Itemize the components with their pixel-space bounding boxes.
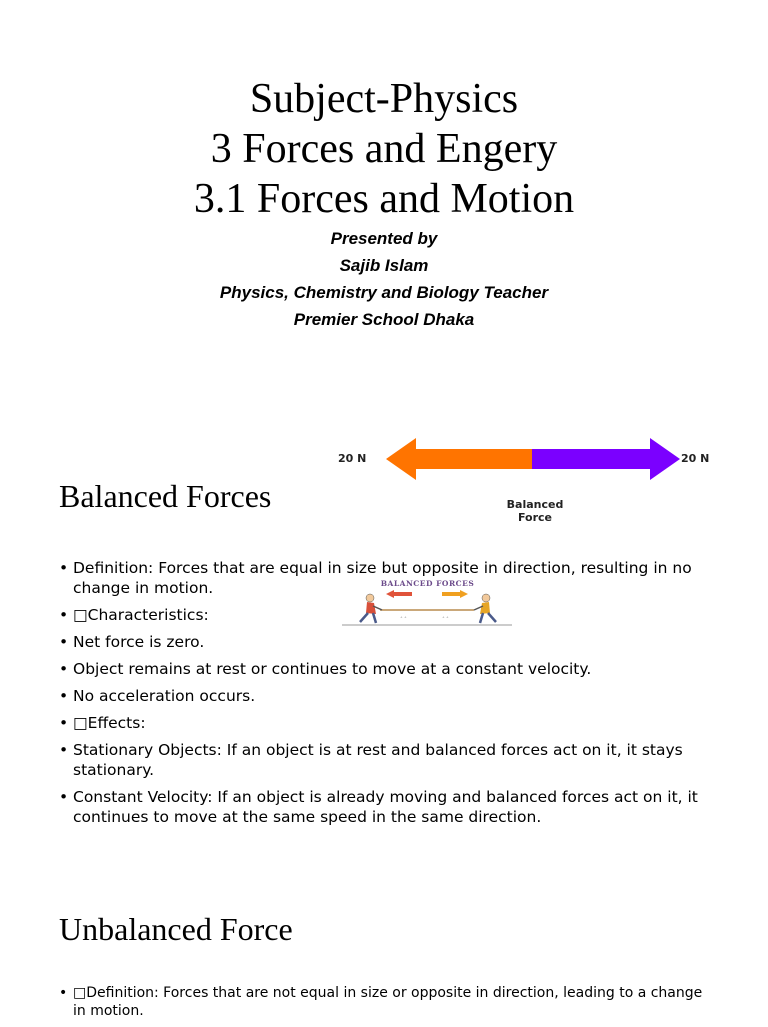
right-arrow bbox=[532, 438, 680, 480]
presenter-school: Premier School Dhaka bbox=[293, 310, 475, 329]
list-item: • Object remains at rest or continues to move at a constant velocity. bbox=[59, 659, 709, 679]
balanced-bullet-list bbox=[59, 558, 709, 834]
title-line-subject: Subject-Physics bbox=[249, 76, 519, 122]
arrow-caption bbox=[495, 498, 575, 524]
list-item: • Constant Velocity: If an object is already moving and balanced forces act on it, it continues to move at the same speed in the same direction. bbox=[59, 787, 709, 827]
unbalanced-bullet-list bbox=[59, 984, 709, 1027]
arrow-caption-line2: Force bbox=[517, 511, 553, 524]
right-force-label: 20 N bbox=[681, 452, 710, 465]
presented-by: Presented by bbox=[330, 229, 438, 248]
svg-text:⁺ ⁺: ⁺ ⁺ bbox=[400, 616, 407, 622]
list-item: • Net force is zero. bbox=[59, 632, 709, 652]
presenter-role: Physics, Chemistry and Biology Teacher bbox=[219, 283, 549, 302]
list-item: • No acceleration occurs. bbox=[59, 686, 709, 706]
list-item: • □Characteristics: bbox=[59, 605, 709, 625]
unbalanced-force-heading: Unbalanced Force bbox=[59, 911, 293, 947]
left-arrow bbox=[386, 438, 534, 480]
svg-text:⁺ ⁺: ⁺ ⁺ bbox=[442, 616, 449, 622]
list-item: • Definition: Forces that are equal in size but opposite in direction, resulting in no change in motion. bbox=[59, 558, 709, 598]
left-force-label: 20 N bbox=[338, 452, 367, 465]
illustration-banner: BALANCED FORCES bbox=[380, 579, 475, 588]
balanced-force-arrow bbox=[386, 436, 680, 482]
balanced-forces-heading: Balanced Forces bbox=[59, 478, 272, 514]
presenter-name: Sajib Islam bbox=[339, 256, 429, 275]
list-item: • □Definition: Forces that are not equal in size or opposite in direction, leading to a change in motion. bbox=[59, 984, 709, 1020]
arrow-caption-line1: Balanced bbox=[506, 498, 564, 511]
list-item: • □Effects: bbox=[59, 713, 709, 733]
list-item: • Stationary Objects: If an object is at rest and balanced forces act on it, it stays stationary. bbox=[59, 740, 709, 780]
title-line-section: 3.1 Forces and Motion bbox=[193, 176, 575, 222]
title-line-chapter: 3 Forces and Engery bbox=[210, 126, 558, 172]
